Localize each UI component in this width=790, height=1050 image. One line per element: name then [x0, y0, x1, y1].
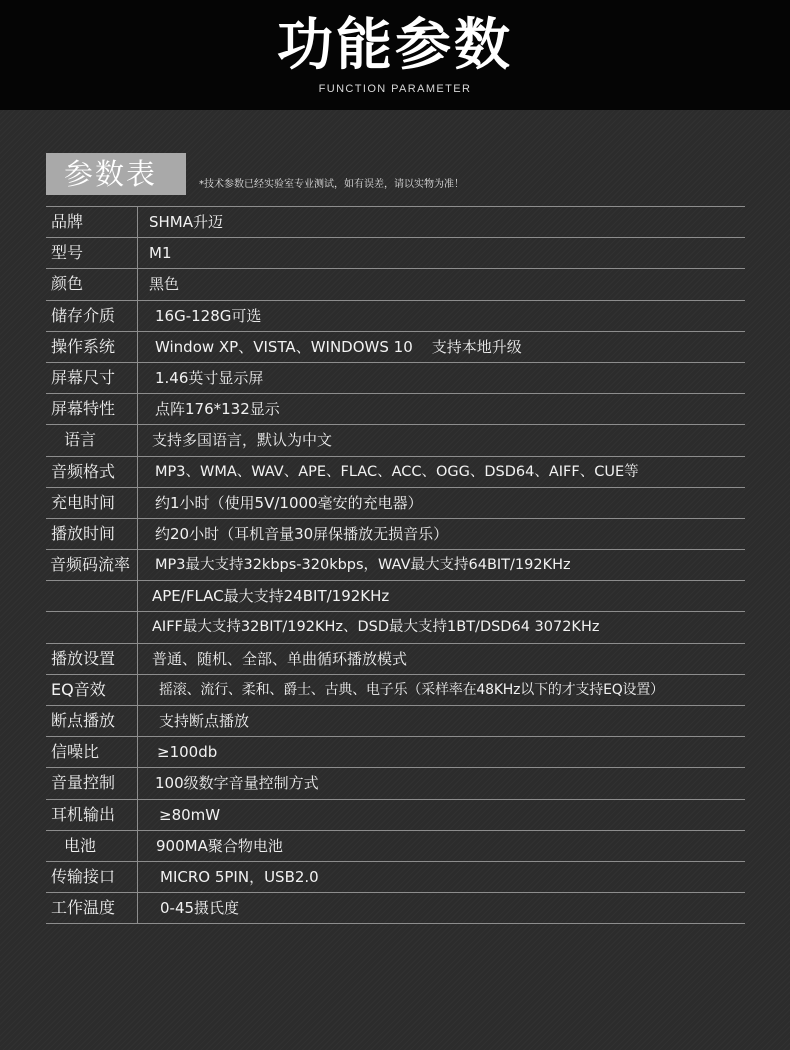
row-label: 颜色: [46, 269, 138, 299]
table-row: [46, 269, 745, 300]
table-row: [46, 332, 745, 363]
row-label: [46, 581, 138, 611]
page-header: [0, 0, 790, 110]
table-row: [46, 800, 745, 831]
row-value: 普通、随机、全部、单曲循环播放模式: [152, 649, 408, 668]
row-value: MICRO 5PIN，USB2.0: [160, 867, 319, 886]
row-value: MP3、WMA、WAV、APE、FLAC、ACC、OGG、DSD64、AIFF、CUE等: [155, 463, 639, 480]
row-label: 音频码流率: [46, 550, 138, 580]
row-label: 充电时间: [46, 488, 138, 518]
table-row: [46, 457, 745, 488]
row-value: 16G-128G可选: [155, 306, 262, 325]
row-label: 工作温度: [46, 893, 138, 923]
table-row: [46, 768, 745, 799]
table-row: [46, 550, 745, 581]
row-label: 音频格式: [46, 457, 138, 487]
table-row: [46, 862, 745, 893]
row-label: 信噪比: [46, 737, 138, 767]
section-label: 参数表: [46, 153, 186, 195]
table-row: [46, 488, 745, 519]
table-row: [46, 706, 745, 737]
row-value: AIFF最大支持32BIT/192KHz、DSD最大支持1BT/DSD64 3072KHz: [152, 619, 600, 636]
row-label: 操作系统: [46, 332, 138, 362]
row-label: 播放设置: [46, 644, 138, 674]
row-value: 支持断点播放: [159, 712, 250, 730]
row-label: EQ音效: [46, 675, 138, 705]
table-row: [46, 238, 745, 269]
table-row: [46, 644, 745, 675]
row-value: Window XP、VISTA、WINDOWS 10 支持本地升级: [155, 337, 522, 356]
row-value: ≥80mW: [159, 805, 221, 824]
page-subtitle: FUNCTION PARAMETER: [318, 83, 472, 95]
table-row: [46, 612, 745, 643]
row-value: APE/FLAC最大支持24BIT/192KHz: [152, 587, 390, 606]
page-title: 功能参数: [277, 13, 513, 78]
section-note: *技术参数已经实验室专业测试，如有误差，请以实物为准！: [199, 179, 464, 190]
table-row: [46, 581, 745, 612]
row-label: 断点播放: [46, 706, 138, 736]
row-value: 100级数字音量控制方式: [155, 774, 319, 793]
row-label: 储存介质: [46, 301, 138, 331]
row-label: 屏幕特性: [46, 394, 138, 424]
row-label: 屏幕尺寸: [46, 363, 138, 393]
table-row: [46, 831, 745, 862]
table-row: [46, 363, 745, 394]
table-row: [46, 737, 745, 768]
row-label: 语言: [46, 425, 138, 455]
row-value: 0-45摄氏度: [160, 899, 240, 918]
row-label: 品牌: [46, 207, 138, 237]
row-value: 摇滚、流行、柔和、爵士、古典、电子乐（采样率在48KHz以下的才支持EQ设置）: [159, 681, 664, 698]
row-label: 音量控制: [46, 768, 138, 798]
row-value: 1.46英寸显示屏: [155, 368, 264, 387]
row-value: 点阵176*132显示: [155, 400, 280, 419]
row-label: 传输接口: [46, 862, 138, 892]
table-row: [46, 519, 745, 550]
row-value: 支持多国语言，默认为中文: [152, 431, 333, 450]
spec-table: [46, 206, 745, 924]
row-value: 约20小时（耳机音量30屏保播放无损音乐）: [155, 524, 449, 543]
row-label: 型号: [46, 238, 138, 268]
table-row: [46, 394, 745, 425]
row-label: 播放时间: [46, 519, 138, 549]
row-label: 电池: [46, 831, 138, 861]
table-row: [46, 207, 745, 238]
row-label: 耳机输出: [46, 800, 138, 830]
row-value: MP3最大支持32kbps-320kbps，WAV最大支持64BIT/192KHz: [155, 557, 571, 574]
row-value: 黑色: [149, 275, 180, 294]
table-row: [46, 893, 745, 924]
row-value: M1: [149, 244, 172, 263]
table-row: [46, 301, 745, 332]
table-row: [46, 675, 745, 706]
row-value: ≥100db: [157, 743, 218, 762]
row-label: [46, 612, 138, 642]
row-value: SHMA升迈: [149, 213, 224, 231]
table-row: [46, 425, 745, 456]
row-value: 900MA聚合物电池: [156, 836, 283, 855]
row-value: 约1小时（使用5V/1000毫安的充电器）: [155, 493, 423, 512]
